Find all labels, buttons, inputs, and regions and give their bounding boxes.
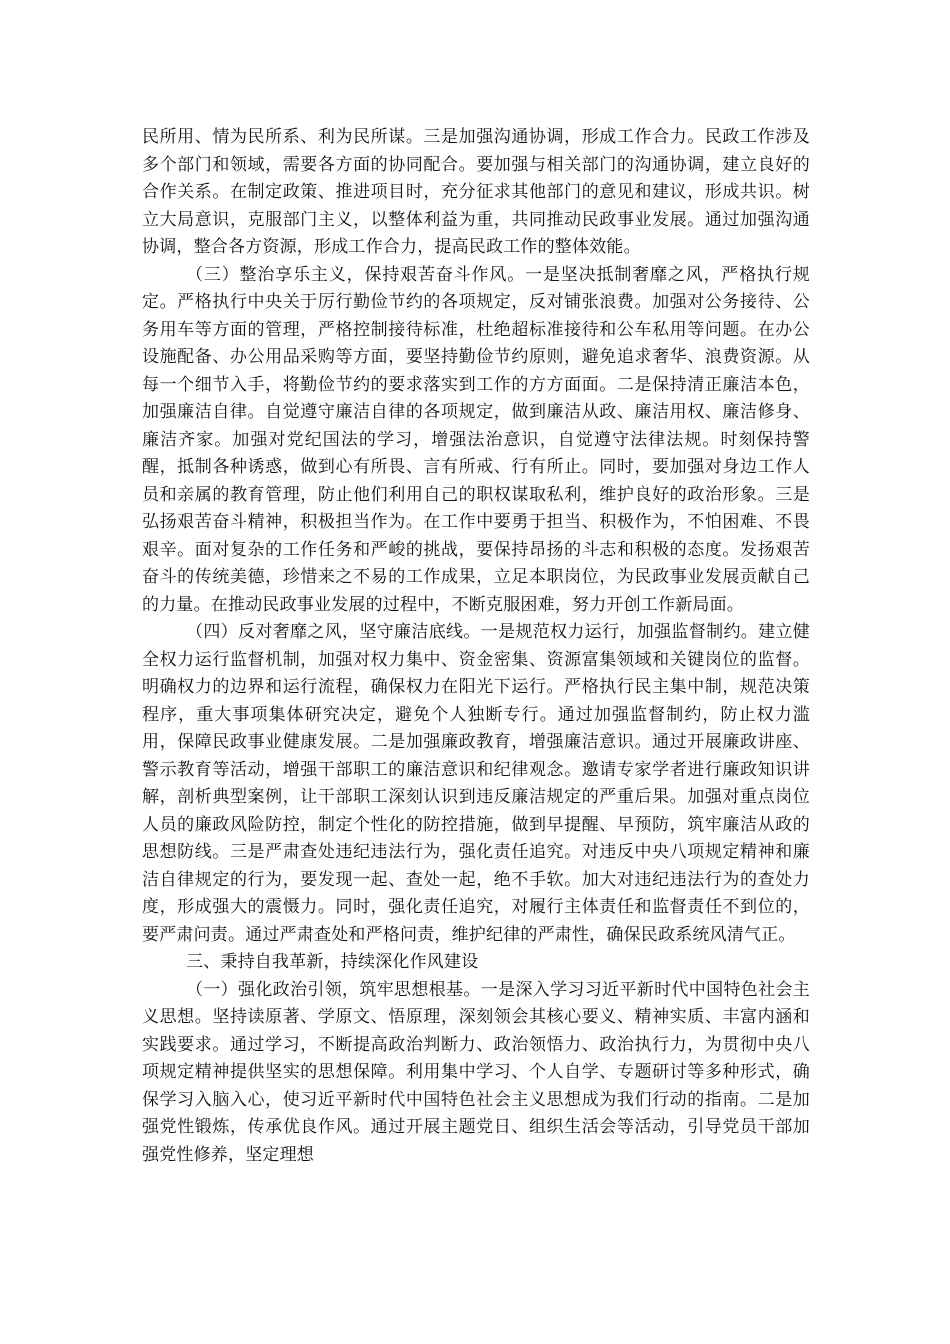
document-body <box>142 124 810 1169</box>
paragraph-section-3: （三）整治享乐主义，保持艰苦奋斗作风。一是坚决抵制奢靡之风，严格执行规定。严格执行中央关于厉行勤俭节约的各项规定，反对铺张浪费。加强对公务接待、公务用车等方面的管理，严格控制接待标准，杜绝超标准接待和公车私用等问题。在办公设施配备、办公用品采购等方面，要坚持勤俭节约原则，避免追求奢华、浪费资源。从每一个细节入手，将勤俭节约的要求落实到工作的方方面面。二是保持清正廉洁本色，加强廉洁自律。自觉遵守廉洁自律的各项规定，做到廉洁从政、廉洁用权、廉洁修身、廉洁齐家。加强对党纪国法的学习，增强法治意识，自觉遵守法律法规。时刻保持警醒，抵制各种诱惑，做到心有所畏、言有所戒、行有所止。同时，要加强对身边工作人员和亲属的教育管理，防止他们利用自己的职权谋取私利，维护良好的政治形象。三是弘扬艰苦奋斗精神，积极担当作为。在工作中要勇于担当、积极作为，不怕困难、不畏艰辛。面对复杂的工作任务和严峻的挑战，要保持昂扬的斗志和积极的态度。发扬艰苦奋斗的传统美德，珍惜来之不易的工作成果，立足本职岗位，为民政事业发展贡献自己的力量。在推动民政事业发展的过程中，不断克服困难，努力开创工作新局面。 <box>142 264 810 615</box>
section-heading: 三、秉持自我革新，持续深化作风建设 <box>186 952 479 972</box>
paragraph-section-1: （一）强化政治引领，筑牢思想根基。一是深入学习习近平新时代中国特色社会主义思想。坚持读原著、学原文、悟原理，深刻领会其核心要义、精神实质、丰富内涵和实践要求。通过学习，不断提高政治判断力、政治领悟力、政治执行力，为贯彻中央八项规定精神提供坚实的思想保障。利用集中学习、个人自学、专题研讨等多种形式，确保学习入脑入心，使习近平新时代中国特色社会主义思想成为我们行动的指南。二是加强党性锻炼，传承优良作风。通过开展主题党日、组织生活会等活动，引导党员干部加强党性修养，坚定理想 <box>142 979 810 1165</box>
paragraph-continuation: 民所用、情为民所系、利为民所谋。三是加强沟通协调，形成工作合力。民政工作涉及多个部门和领域，需要各方面的协同配合。要加强与相关部门的沟通协调，建立良好的合作关系。在制定政策、推进项目时，充分征求其他部门的意见和建议，形成共识。树立大局意识，克服部门主义，以整体利益为重，共同推动民政事业发展。通过加强沟通协调，整合各方资源，形成工作合力，提高民政工作的整体效能。 <box>142 127 810 257</box>
paragraph-section-4: （四）反对奢靡之风，坚守廉洁底线。一是规范权力运行，加强监督制约。建立健全权力运行监督机制，加强对权力集中、资金密集、资源富集领域和关键岗位的监督。明确权力的边界和运行流程，确保权力在阳光下运行。严格执行民主集中制，规范决策程序，重大事项集体研究决定，避免个人独断专行。通过加强监督制约，防止权力滥用，保障民政事业健康发展。二是加强廉政教育，增强廉洁意识。通过开展廉政讲座、警示教育等活动，增强干部职工的廉洁意识和纪律观念。邀请专家学者进行廉政知识讲解，剖析典型案例，让干部职工深刻认识到违反廉洁规定的严重后果。加强对重点岗位人员的廉政风险防控，制定个性化的防控措施，做到早提醒、早预防，筑牢廉洁从政的思想防线。三是严肃查处违纪违法行为，强化责任追究。对违反中央八项规定精神和廉洁自律规定的行为，要发现一起、查处一起，绝不手软。加大对违纪违法行为的查处力度，形成强大的震慑力。同时，强化责任追究，对履行主体责任和监督责任不到位的，要严肃问责。通过严肃查处和严格问责，维护纪律的严肃性，确保民政系统风清气正。 <box>142 622 810 945</box>
